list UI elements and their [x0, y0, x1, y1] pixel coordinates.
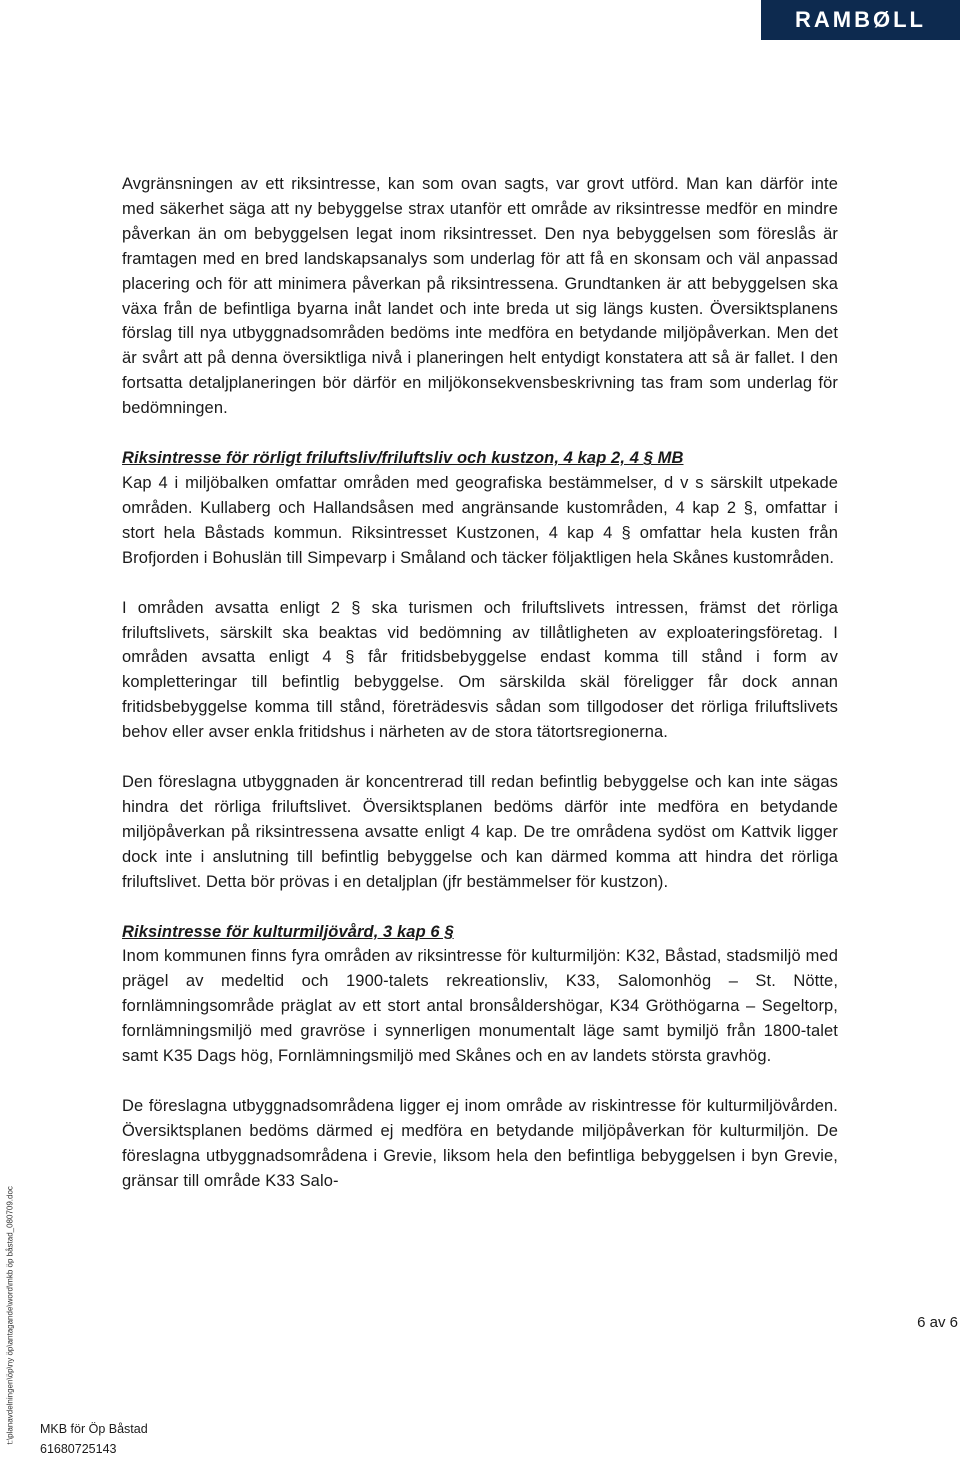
- footer: [40, 1419, 148, 1459]
- footer-doc-number: 61680725143: [40, 1442, 117, 1456]
- file-path-margin: t:\planavdelningen\öp\ny öp\antagande\word\mkb öp båstad_080709.doc: [5, 1186, 15, 1445]
- footer-doc-title: MKB för Öp Båstad: [40, 1422, 148, 1436]
- paragraph-4: Den föreslagna utbyggnaden är koncentrerad till redan befintlig bebyggelse och kan inte sägas hindra det rörliga friluftslivet. Översiktsplanen bedöms därför inte medföra en betydande miljöpåverkan på riksintressena avsatte enligt 4 kap. De tre områdena sydöst om Kattvik ligger dock inte i anslutning till befintlig bebyggelse och kan därmed komma att hindra det rörliga friluftslivet. Detta bör prövas i en detaljplan (jfr bestämmelser för kustzon).: [122, 773, 838, 891]
- page-number: 6 av 6: [917, 1314, 958, 1331]
- heading-kulturmiljo: Riksintresse för kulturmiljövård, 3 kap 6 §: [122, 922, 454, 941]
- heading-friluftsliv: Riksintresse för rörligt friluftsliv/friluftsliv och kustzon, 4 kap 2, 4 § MB: [122, 449, 684, 468]
- paragraph-1: Avgränsningen av ett riksintresse, kan som ovan sagts, var grovt utförd. Man kan därför inte med säkerhet säga att ny bebyggelse strax utanför ett område av riksintresse medför en mindre påverkan än om bebyggelsen legat inom riksintresset. Den nya bebyggelsen som föreslås är framtagen med en bred landskapsanalys som underlag för att få en skonsam och väl anpassad placering och för att minimera påverkan på riksintressena. Grundtanken är att bebyggelsen ska växa från de befintliga byarna inåt landet och inte breda ut sig längs kusten. Översiktsplanens förslag till nya utbyggnadsområden bedöms inte medföra en betydande miljöpåverkan. Men det är svårt att på denna översiktliga nivå i planeringen helt entydigt konstatera att så är fallet. I den fortsatta detaljplaneringen bör därför en miljökonsekvensbeskrivning tas fram som underlag för bedömningen.: [122, 175, 838, 418]
- paragraph-3: I områden avsatta enligt 2 § ska turismen och friluftslivets intressen, främst det rörliga friluftslivets, särskilt ska beaktas vid bedömning av tillåtligheten av exploateringsföretag. I områden avsatta enligt 4 § får fritidsbebyggelse endast komma till stånd i form av kompletteringar till befintlig bebyggelse. Om särskilda skäl föreligger får dock annan fritidsbebyggelse komma till stånd, företrädesvis sådan som tillgodoser det rörliga friluftslivets behov eller avser enkla fritidshus i närheten av de stora tätortsregionerna.: [122, 598, 838, 742]
- paragraph-2: Kap 4 i miljöbalken omfattar områden med geografiska bestämmelser, d v s särskilt utpekade områden. Kullaberg och Hallandsåsen med angränsande kustområden, 4 kap 2 §, omfattar i stort hela Båstads kommun. Riksintresset Kustzonen, 4 kap 4 § omfattar hela kusten från Brofjorden i Bohuslän till Simpevarp i Småland och täcker följaktligen hela Skånes kustområden.: [122, 473, 838, 567]
- paragraph-5: Inom kommunen finns fyra områden av riksintresse för kulturmiljön: K32, Båstad, stadsmiljö med prägel av medeltid och 1900-talets rekreationsliv, K33, Salomonhög – St. Nötte, fornlämningsområde präglat av ett stort antal bronsåldershögar, K34 Gröthögarna – Segeltorp, fornlämningsmiljö med gravröse i synnerligen monumentalt läge samt bymiljö från 1800-talet samt K35 Dags hög, Fornlämningsmiljö med Skånes och en av landets största gravhög.: [122, 947, 838, 1066]
- paragraph-6: De föreslagna utbyggnadsområdena ligger ej inom område av riskintresse för kulturmiljövården. Översiktsplanen bedöms därmed ej medföra en betydande miljöpåverkan för kulturmiljön. De föreslagna utbyggnadsområdena i Grevie, liksom hela den befintliga bebyggelsen i byn Grevie, gränsar till område K33 Salo-: [122, 1097, 838, 1190]
- ramboll-logo: RAMBØLL: [761, 0, 960, 40]
- document-body: [122, 172, 838, 1219]
